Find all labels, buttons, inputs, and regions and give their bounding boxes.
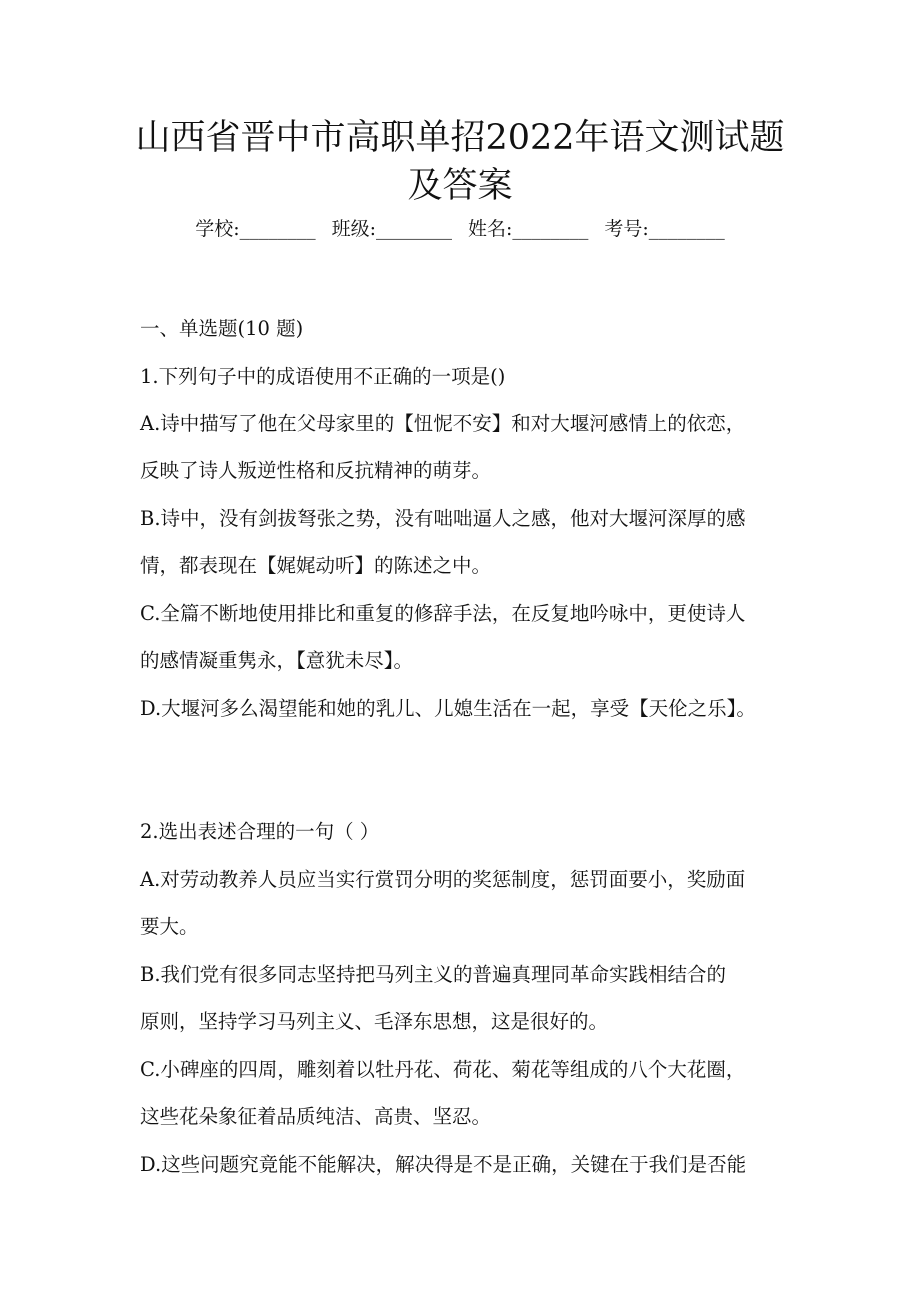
document-title-line-2: 及答案 [407, 166, 513, 206]
question-2-option-b-line-2: 原则，坚持学习马列主义、毛泽东思想，这是很好的。 [140, 1010, 609, 1033]
question-1-option-a-line-1: A.诗中描写了他在父母家里的【忸怩不安】和对大堰河感情上的依恋， [140, 412, 746, 435]
question-1-option-c-line-1: C.全篇不断地使用排比和重复的修辞手法，在反复地吟咏中，更使诗人 [140, 602, 746, 625]
question-1-option-a-line-2: 反映了诗人叛逆性格和反抗精神的萌芽。 [140, 459, 492, 482]
question-2-option-c-line-1: C.小碑座的四周，雕刻着以牡丹花、荷花、菊花等组成的八个大花圈， [140, 1058, 746, 1081]
document-title-line-1: 山西省晋中市高职单招2022年语文测试题 [135, 118, 785, 158]
school-field: 学校:________ [195, 218, 316, 240]
name-field: 姓名:________ [468, 218, 589, 240]
question-1-option-c-line-2: 的感情凝重隽永，【意犹未尽】。 [140, 649, 414, 672]
student-info-row [0, 214, 920, 244]
question-2-option-c-line-2: 这些花朵象征着品质纯洁、高贵、坚忍。 [140, 1105, 492, 1128]
question-1-option-d-line-1: D.大堰河多么渴望能和她的乳儿、儿媳生活在一起，享受【天伦之乐】。 [140, 697, 756, 720]
question-2-option-d-line-1: D.这些问题究竟能不能解决，解决得是不是正确，关键在于我们是否能 [140, 1153, 747, 1176]
question-2-option-a-line-1: A.对劳动教养人员应当实行赏罚分明的奖惩制度，惩罚面要小，奖励面 [140, 868, 746, 891]
question-2-stem: 2.选出表述合理的一句（ ） [140, 820, 380, 843]
exam-number-field: 考号:________ [604, 218, 725, 240]
question-1-option-b-line-1: B.诗中，没有剑拔弩张之势，没有咄咄逼人之感，他对大堰河深厚的感 [140, 507, 746, 530]
class-field: 班级:________ [331, 218, 452, 240]
question-2-option-a-line-2: 要大。 [140, 915, 199, 938]
question-1-stem: 1.下列句子中的成语使用不正确的一项是() [140, 365, 506, 388]
question-2-option-b-line-1: B.我们党有很多同志坚持把马列主义的普遍真理同革命实践相结合的 [140, 963, 727, 986]
section-heading: 一、单选题(10 题) [140, 317, 304, 340]
question-1-option-b-line-2: 情，都表现在【娓娓动听】的陈述之中。 [140, 554, 492, 577]
